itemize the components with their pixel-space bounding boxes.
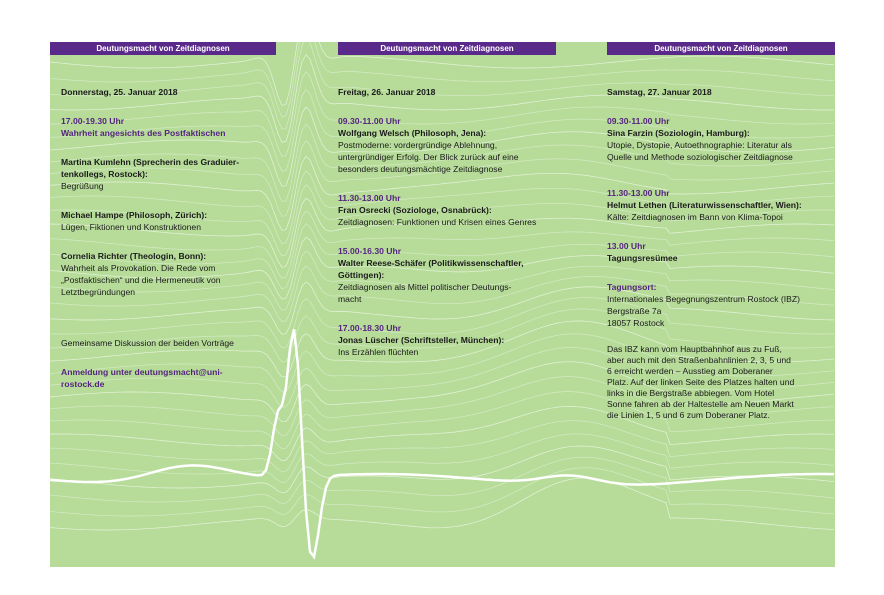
registration-link[interactable]: rostock.de [61, 379, 105, 389]
session-topic: Wahrheit angesichts des Postfaktischen [61, 128, 226, 138]
talk-title: untergründiger Erfolg. Der Blick zurück auf eine [338, 152, 519, 162]
directions-text: die Linien 1, 5 und 6 zum Doberaner Platz. [607, 410, 770, 420]
talk-title: Ins Erzählen flüchten [338, 347, 419, 357]
directions-text: Platz. Auf der linken Seite des Platzes halten und [607, 377, 795, 387]
directions-text: aber auch mit den Straßenbahnlinien 2, 3, 5 und [607, 355, 791, 365]
talk-title: besonders deutungsmächtige Zeitdiagnose [338, 164, 503, 174]
speaker-name: Walter Reese-Schäfer (Politikwissenschaftler, [338, 258, 524, 268]
venue-name: Internationales Begegnungszentrum Rostock (IBZ) [607, 294, 800, 304]
talk-title: Letztbegründungen [61, 287, 136, 297]
venue-city: 18057 Rostock [607, 318, 665, 328]
day-date: Freitag, 26. Januar 2018 [338, 87, 436, 97]
talk-title: Wahrheit als Provokation. Die Rede vom [61, 263, 216, 273]
speaker-name: Jonas Lüscher (Schriftsteller, München): [338, 335, 505, 345]
talk-title: Utopie, Dystopie, Autoethnographie: Literatur als [607, 140, 792, 150]
session-time: 13.00 Uhr [607, 241, 646, 251]
speaker-name: Martina Kumlehn (Sprecherin des Graduier- [61, 157, 240, 167]
talk-title: „Postfaktischen“ und die Hermeneutik von [61, 275, 221, 285]
talk-title: Postmoderne: vordergründige Ablehnung, [338, 140, 498, 150]
talk-title: Zeitdiagnosen als Mittel politischer Deutungs- [338, 282, 512, 292]
talk-title: Quelle und Methode soziologischer Zeitdiagnose [607, 152, 793, 162]
directions-text: links in die Bergstraße abbiegen. Vom Hotel [607, 388, 775, 398]
session-time: 11.30-13.00 Uhr [338, 193, 401, 203]
talk-title: macht [338, 294, 362, 304]
session-time: 09.30-11.00 Uhr [607, 116, 670, 126]
closing-session: Tagungsresümee [607, 253, 678, 263]
talk-title: Zeitdiagnosen: Funktionen und Krisen eines Genres [338, 217, 537, 227]
column-header-2: Deutungsmacht von Zeitdiagnosen [338, 42, 556, 55]
speaker-name: Fran Osrecki (Soziologe, Osnabrück): [338, 205, 492, 215]
venue-street: Bergstraße 7a [607, 306, 662, 316]
discussion-note: Gemeinsame Diskussion der beiden Vorträge [61, 338, 234, 348]
directions-text: Sonne fahren ab der Haltestelle am Neuen Markt [607, 399, 794, 409]
speaker-name: Cornelia Richter (Theologin, Bonn): [61, 251, 207, 261]
session-time: 17.00-18.30 Uhr [338, 323, 402, 333]
column-thursday [61, 86, 273, 390]
session-time: 09.30-11.00 Uhr [338, 116, 401, 126]
speaker-name: tenkollegs, Rostock): [61, 169, 148, 179]
speaker-name: Helmut Lethen (Literaturwissenschaftler, Wien): [607, 200, 802, 210]
column-header-1: Deutungsmacht von Zeitdiagnosen [50, 42, 276, 55]
directions-text: 6 erreicht werden – Ausstieg am Doberaner [607, 366, 773, 376]
session-time: 17.00-19.30 Uhr [61, 116, 125, 126]
column-saturday [607, 86, 829, 421]
wave-contour-line [50, 478, 834, 530]
session-time: 11.30-13.00 Uhr [607, 188, 670, 198]
wave-contour-line [50, 468, 834, 516]
registration-link[interactable]: Anmeldung unter deutungsmacht@uni- [61, 367, 223, 377]
venue-label: Tagungsort: [607, 282, 657, 292]
speaker-name: Michael Hampe (Philosoph, Zürich): [61, 210, 208, 220]
day-date: Samstag, 27. Januar 2018 [607, 87, 712, 97]
directions-text: Das IBZ kann vom Hauptbahnhof aus zu Fuß, [607, 344, 782, 354]
day-date: Donnerstag, 25. Januar 2018 [61, 87, 178, 97]
speaker-name: Wolfgang Welsch (Philosoph, Jena): [338, 128, 487, 138]
speaker-name: Göttingen): [338, 270, 385, 280]
column-header-3: Deutungsmacht von Zeitdiagnosen [607, 42, 835, 55]
session-time: 15.00-16.30 Uhr [338, 246, 402, 256]
talk-title: Lügen, Fiktionen und Konstruktionen [61, 222, 201, 232]
column-friday [338, 86, 558, 375]
talk-title: Begrüßung [61, 181, 104, 191]
speaker-name: Sina Farzin (Soziologin, Hamburg): [607, 128, 750, 138]
talk-title: Kälte: Zeitdiagnosen im Bann von Klima-Topoi [607, 212, 783, 222]
